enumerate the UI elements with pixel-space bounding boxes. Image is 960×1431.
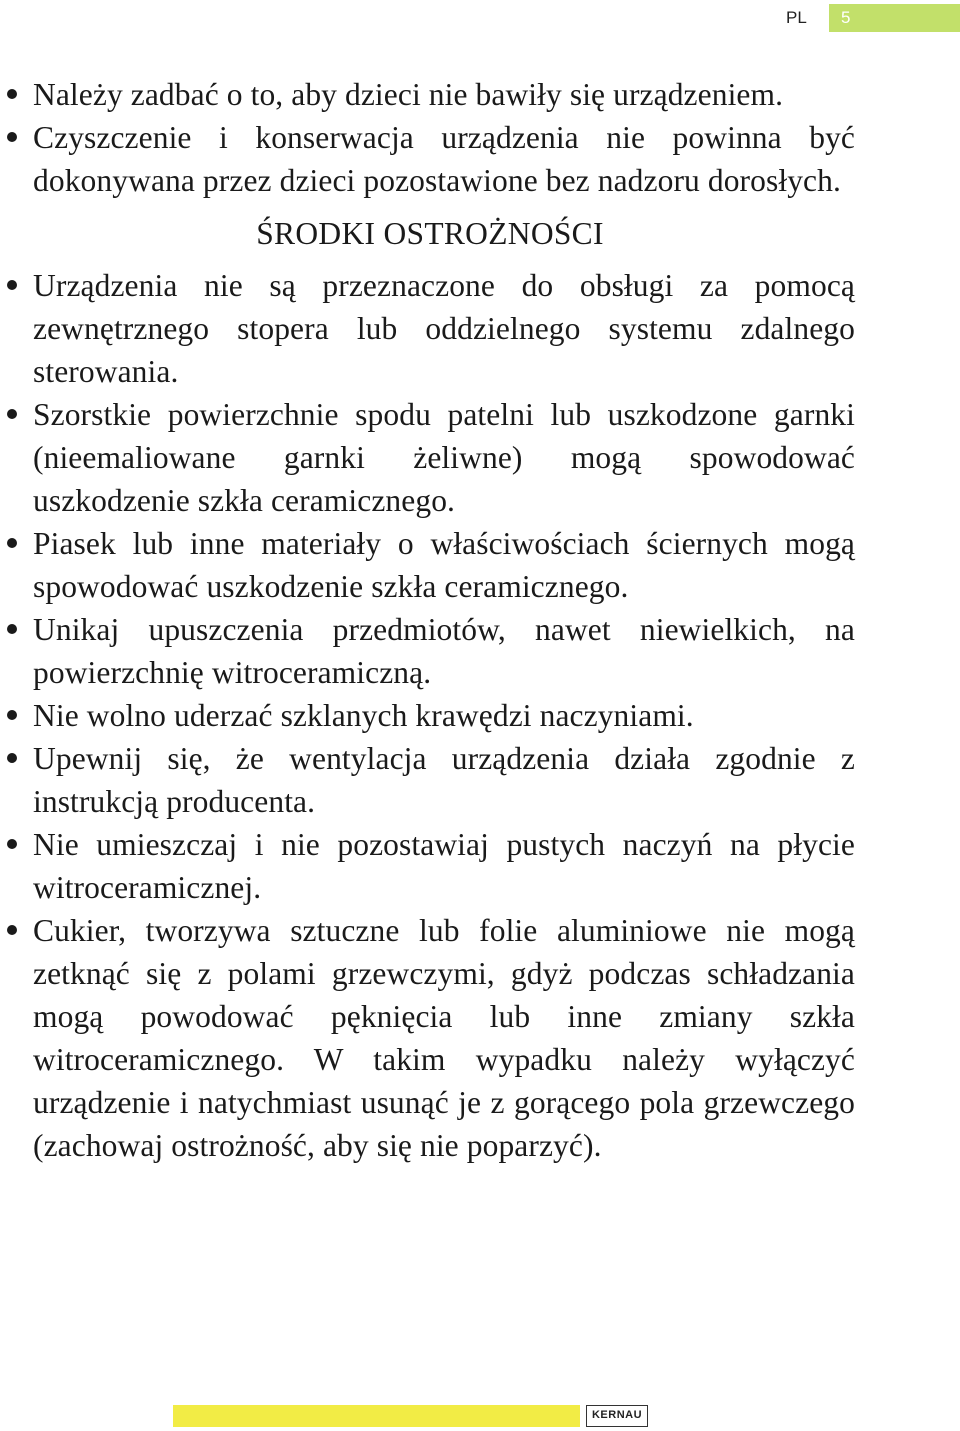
bullet-icon — [7, 538, 17, 548]
list-item-text: Urządzenia nie są przeznaczone do obsługi za pomocą zewnętrznego stopera lub oddzielnego systemu zdalnego sterowania. — [33, 268, 855, 389]
list-item — [33, 823, 855, 909]
list-item-text: Nie umieszczaj i nie pozostawiaj pustych naczyń na płycie witroceramicznej. — [33, 827, 855, 905]
list-item — [33, 73, 855, 116]
list-item-text: Cukier, tworzywa sztuczne lub folie aluminiowe nie mogą zetknąć się z polami grzewczymi, gdyż podczas schładzania mogą powodować pęknięcia lub inne zmiany szkła witroceramicznego. W takim wypadku należy wyłączyć urządzenie i natychmiast usunąć je z gorącego pola grzewczego (zachowaj ostrożność, aby się nie poparzyć). — [33, 913, 855, 1163]
bullet-icon — [7, 89, 17, 99]
list-item — [33, 116, 855, 202]
bullet-icon — [7, 753, 17, 763]
bullet-list-children — [0, 73, 960, 202]
bullet-icon — [7, 280, 17, 290]
bullet-icon — [7, 710, 17, 720]
brand-logo: KERNAU — [586, 1405, 648, 1427]
bullet-icon — [7, 839, 17, 849]
list-item — [33, 608, 855, 694]
list-item — [33, 522, 855, 608]
list-item-text: Czyszczenie i konserwacja urządzenia nie powinna być dokonywana przez dzieci pozostawione bez nadzoru dorosłych. — [33, 120, 855, 198]
list-item-text: Nie wolno uderzać szklanych krawędzi naczyniami. — [33, 698, 694, 733]
bullet-icon — [7, 132, 17, 142]
list-item-text: Piasek lub inne materiały o właściwościach ściernych mogą spowodować uszkodzenie szkła ceramicznego. — [33, 526, 855, 604]
list-item-text: Unikaj upuszczenia przedmiotów, nawet niewielkich, na powierzchnię witroceramiczną. — [33, 612, 855, 690]
page-content — [0, 73, 960, 1167]
bullet-list-precautions — [0, 264, 960, 1167]
footer-bar — [173, 1405, 580, 1427]
section-heading: ŚRODKI OSTROŻNOŚCI — [256, 216, 604, 251]
list-item-text: Należy zadbać o to, aby dzieci nie bawiły się urządzeniem. — [33, 77, 784, 112]
header-language: PL — [786, 8, 807, 27]
bullet-icon — [7, 925, 17, 935]
list-item-text: Szorstkie powierzchnie spodu patelni lub uszkodzone garnki (nieemaliowane garnki żeliwne) mogą spowodować uszkodzenie szkła ceramicznego. — [33, 397, 855, 518]
list-item-text: Upewnij się, że wentylacja urządzenia działa zgodnie z instrukcją producenta. — [33, 741, 855, 819]
header-page-number: 5 — [829, 4, 960, 32]
list-item — [33, 264, 855, 393]
list-item — [33, 393, 855, 522]
list-item — [33, 909, 855, 1167]
bullet-icon — [7, 409, 17, 419]
list-item — [33, 694, 855, 737]
list-item — [33, 737, 855, 823]
bullet-icon — [7, 624, 17, 634]
